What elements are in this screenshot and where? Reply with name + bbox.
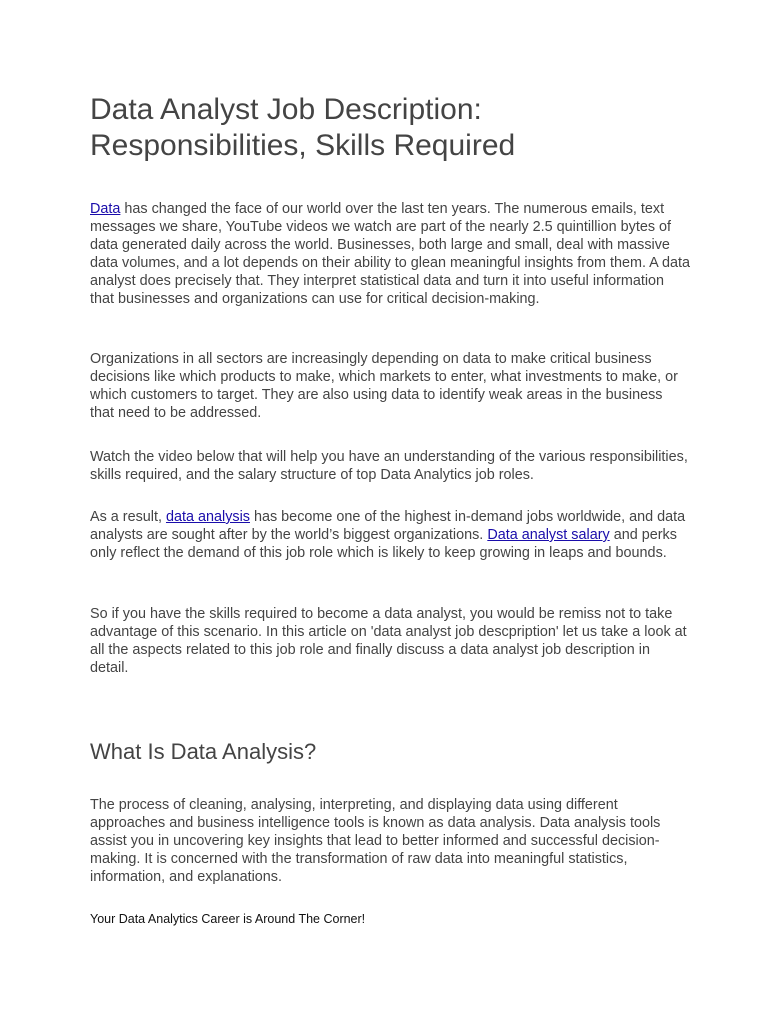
data-link[interactable]: Data (90, 201, 121, 217)
title-line-1: Data Analyst Job Description: (90, 93, 482, 126)
intro-paragraph-text: has changed the face of our world over the last ten years. The numerous emails, text messages we share, YouTube videos we watch are part of the nearly 2.5 quintillion bytes of data generated daily across the world. Businesses, both large and small, deal with massive data volumes, and a lot depends on their ability to glean meaningful insights from them. A data analyst does precisely that. They interpret statistical data and turn it into useful information that businesses and organizations can use for critical decision-making. (90, 201, 690, 307)
intro-paragraph (90, 200, 690, 308)
data-analyst-salary-link[interactable]: Data analyst salary (487, 527, 610, 543)
section-heading-what-is-data-analysis: What Is Data Analysis? (90, 739, 317, 764)
data-analysis-link[interactable]: data analysis (165, 509, 250, 525)
result-pre-text: As a result, (90, 509, 166, 525)
result-paragraph (90, 508, 690, 562)
data-analysis-paragraph: The process of cleaning, analysing, interpreting, and displaying data using different approaches and business intelligence tools is known as data analysis. Data analysis tools assist you in uncovering key insights that lead to better informed and successful decision-making. It is concerned with the transformation of raw data into meaningful statistics, information, and explanations. (90, 797, 661, 885)
result-mid-text: has become one of the highest in-demand jobs worldwide, and data analysts are sought after by the world’s biggest organizations. (90, 509, 686, 543)
organizations-paragraph: Organizations in all sectors are increasingly depending on data to make critical business decisions like which products to make, which markets to enter, what investments to make, or which customers to target. They are also using data to identify weak areas in the business that need to be addressed. (90, 351, 678, 421)
page-title (90, 92, 730, 164)
skills-paragraph: So if you have the skills required to become a data analyst, you would be remiss not to take advantage of this scenario. In this article on 'data analyst job descpription' let us take a look at all the aspects related to this job role and finally discuss a data analyst job description in detail. (90, 606, 687, 676)
career-callout: Your Data Analytics Career is Around The Corner! (90, 912, 366, 926)
result-post-text: and perks only reflect the demand of this job role which is likely to keep growing in leaps and bounds. (90, 527, 677, 561)
title-line-2: Responsibilities, Skills Required (90, 129, 516, 162)
video-paragraph: Watch the video below that will help you have an understanding of the various responsibilities, skills required, and the salary structure of top Data Analytics job roles. (90, 449, 688, 483)
